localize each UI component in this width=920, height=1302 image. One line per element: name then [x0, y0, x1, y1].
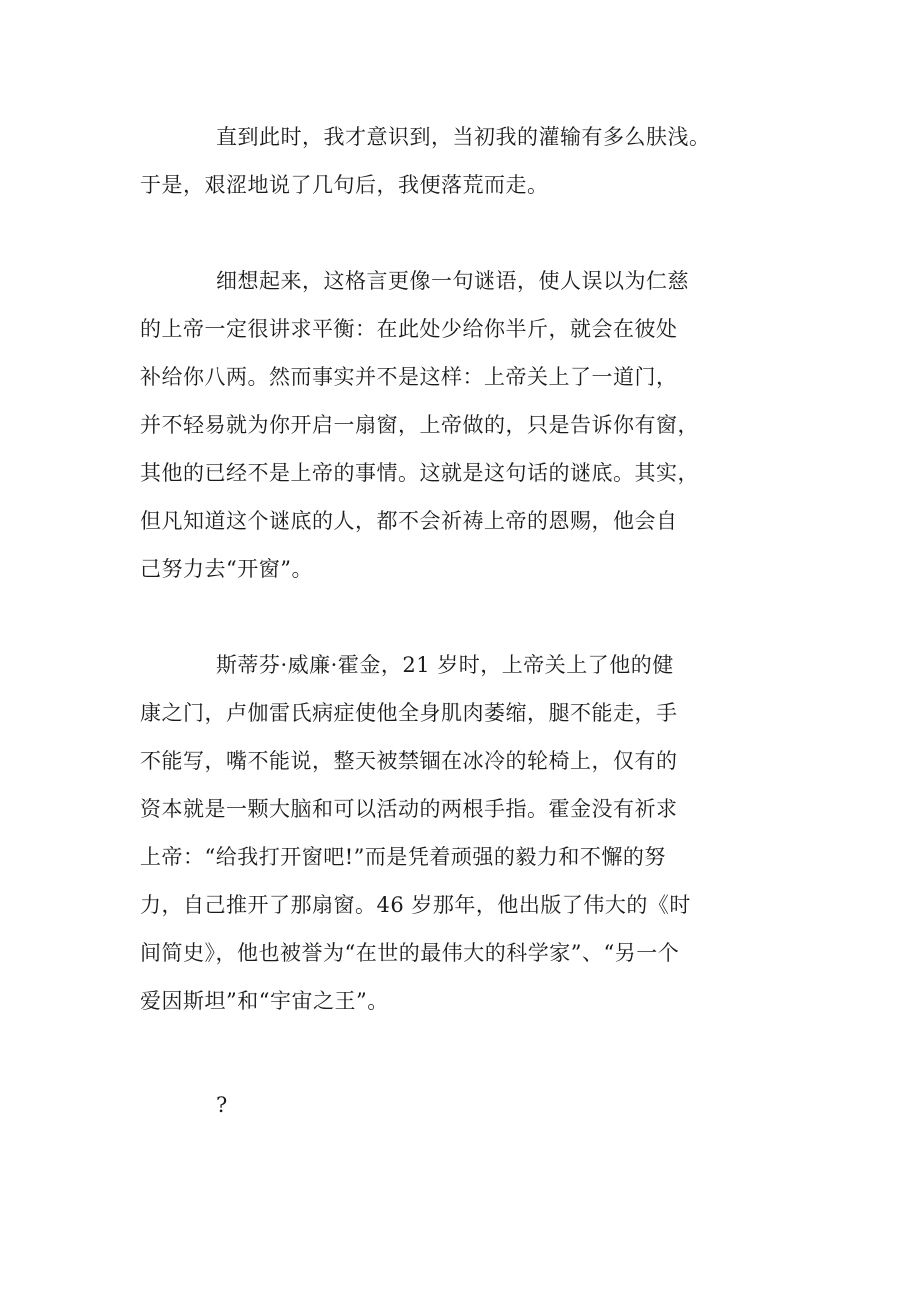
text-line: 力，自己推开了那扇窗。46 岁那年，他出版了伟大的《时: [140, 893, 691, 917]
paragraph-2: [140, 257, 780, 593]
text-line: 己努力去“开窗”。: [140, 557, 313, 581]
paragraph-3: [140, 641, 780, 1025]
text-line: 但凡知道这个谜底的人，都不会祈祷上帝的恩赐，他会自: [140, 509, 678, 533]
text-line: 康之门，卢伽雷氏病症使他全身肌肉萎缩，腿不能走，手: [140, 701, 678, 725]
text-line: 爱因斯坦”和“宇宙之王”。: [140, 989, 389, 1013]
text-line: 间简史》，他也被誉为“在世的最伟大的科学家”、“另一个: [140, 941, 680, 965]
text-line: 的上帝一定很讲求平衡：在此处少给你半斤，就会在彼处: [140, 317, 678, 341]
text-line: 上帝：“给我打开窗吧!”而是凭着顽强的毅力和不懈的努: [140, 845, 666, 869]
text-line: 补给你八两。然而事实并不是这样：上帝关上了一道门，: [140, 365, 678, 389]
text-line: 其他的已经不是上帝的事情。这就是这句话的谜底。其实，: [140, 461, 699, 485]
text-line: 细想起来，这格言更像一句谜语，使人误以为仁慈: [216, 269, 689, 293]
text-line: ?: [216, 1093, 228, 1117]
text-line: 不能写，嘴不能说，整天被禁锢在冰冷的轮椅上，仅有的: [140, 749, 678, 773]
text-line: 于是，艰涩地说了几句后，我便落荒而走。: [140, 173, 549, 197]
paragraph-4: [140, 1081, 780, 1129]
text-line: 直到此时，我才意识到，当初我的灌输有多么肤浅。: [216, 125, 711, 149]
text-line: 斯蒂芬·威廉·霍金，21 岁时，上帝关上了他的健: [216, 653, 674, 677]
paragraph-1: [140, 113, 780, 209]
text-line: 资本就是一颗大脑和可以活动的两根手指。霍金没有祈求: [140, 797, 678, 821]
text-line: 并不轻易就为你开启一扇窗，上帝做的，只是告诉你有窗，: [140, 413, 699, 437]
